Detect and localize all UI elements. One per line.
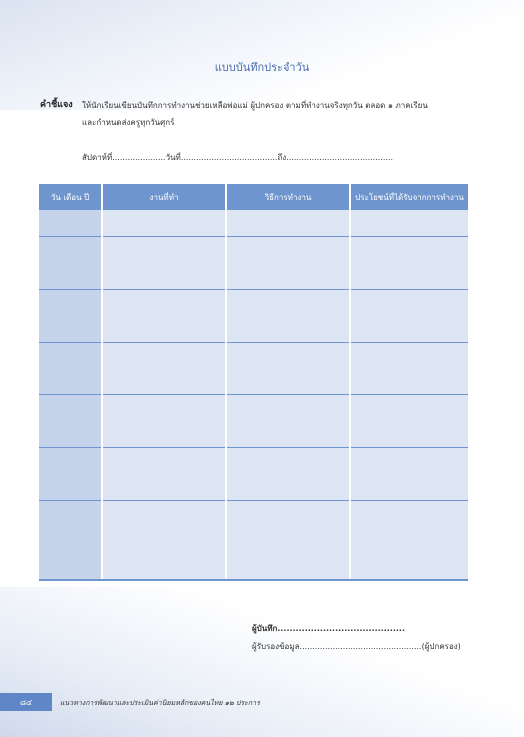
date-line: สัปดาห์ที่.....................วันที่......................................ถึง.......................................... — [82, 153, 394, 162]
table-cell[interactable] — [102, 289, 226, 342]
signature-block — [252, 620, 461, 656]
table-row — [39, 448, 468, 501]
table-cell[interactable] — [39, 342, 102, 395]
daily-log-table — [39, 184, 468, 581]
footer-background — [0, 587, 524, 737]
table-row — [39, 501, 468, 580]
table-body — [39, 210, 468, 580]
table-row — [39, 236, 468, 289]
page-number: ๘๔ — [19, 697, 33, 707]
table-cell[interactable] — [226, 395, 350, 448]
table-cell[interactable] — [226, 342, 350, 395]
table-cell[interactable] — [102, 448, 226, 501]
table-cell[interactable] — [226, 210, 350, 236]
header-task: งานที่ทำ — [102, 184, 226, 210]
table-cell[interactable] — [350, 501, 468, 580]
page-title: แบบบันทึกประจำวัน — [214, 61, 310, 74]
table-cell[interactable] — [350, 448, 468, 501]
table-cell[interactable] — [102, 236, 226, 289]
table-row — [39, 395, 468, 448]
header-background — [0, 0, 524, 110]
header-benefit: ประโยชน์ที่ได้รับจากการทำงาน — [350, 184, 468, 210]
table-cell[interactable] — [350, 236, 468, 289]
table-cell[interactable] — [102, 501, 226, 580]
table-cell[interactable] — [39, 448, 102, 501]
table-cell[interactable] — [102, 395, 226, 448]
recorder-line: ผู้บันทึก.......................................... — [252, 624, 405, 633]
table-cell[interactable] — [39, 395, 102, 448]
table-row — [39, 289, 468, 342]
table-cell[interactable] — [350, 342, 468, 395]
certifier-line: ผู้รับรองข้อมูล................................................(ผู้ปกครอง) — [252, 642, 461, 651]
header-method: วิธีการทำงาน — [226, 184, 350, 210]
header-date: วัน เดือน ปี — [39, 184, 102, 210]
table-cell[interactable] — [102, 210, 226, 236]
table-cell[interactable] — [39, 501, 102, 580]
table-cell[interactable] — [350, 395, 468, 448]
table-cell[interactable] — [350, 210, 468, 236]
table-cell[interactable] — [350, 289, 468, 342]
table-cell[interactable] — [226, 289, 350, 342]
footer-book-title: แนวทางการพัฒนาและประเมินค่านิยมหลักของคนไทย ๑๒ ประการ — [60, 699, 260, 707]
instruction-label: คำชี้แจง — [40, 100, 73, 110]
table-cell[interactable] — [226, 236, 350, 289]
table-row — [39, 210, 468, 236]
table-cell[interactable] — [39, 236, 102, 289]
table-row — [39, 342, 468, 395]
table-cell[interactable] — [102, 342, 226, 395]
instruction-text: ให้นักเรียนเขียนบันทึกการทำงานช่วยเหลือพ่อแม่ ผู้ปกครอง ตามที่ทำงานจริงทุกวัน ตลอด ๑ ภาคเรียน และกำหนดส่งครูทุกวันศุกร์ — [82, 101, 428, 127]
table-cell[interactable] — [39, 210, 102, 236]
table-header-row — [39, 184, 468, 210]
table-cell[interactable] — [226, 501, 350, 580]
table-cell[interactable] — [39, 289, 102, 342]
table-cell[interactable] — [226, 448, 350, 501]
page-number-badge — [0, 693, 52, 711]
